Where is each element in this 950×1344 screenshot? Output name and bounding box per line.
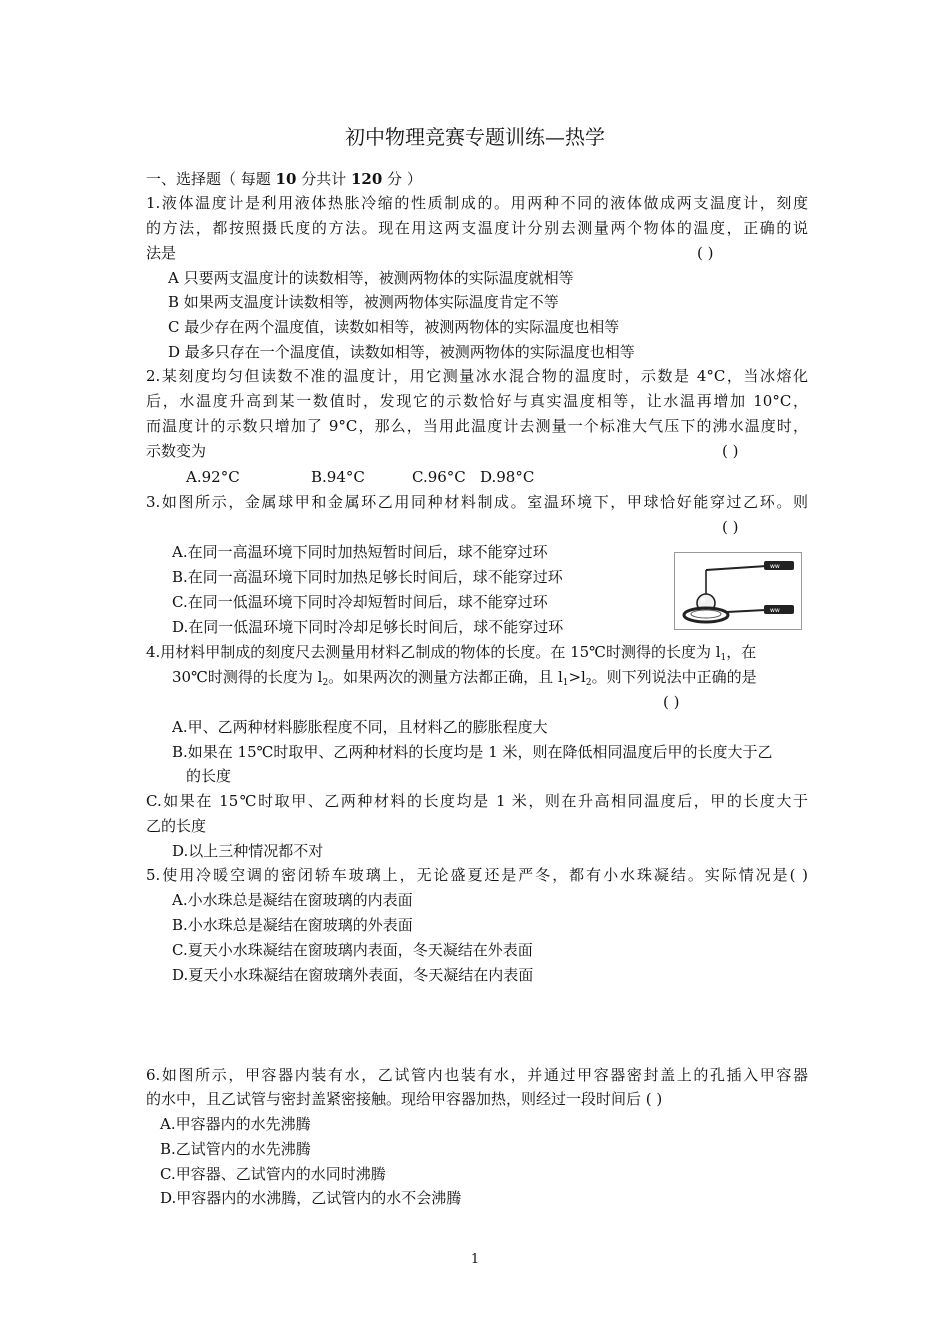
q4-line-2	[172, 668, 757, 686]
page-title: 初中物理竞赛专题训练—热学	[345, 125, 605, 149]
q4-answer-paren: ( )	[663, 693, 680, 711]
q1-line-2: 的方法，都按照摄氏度的方法。现在用这两支温度计分别去测量两个物体的温度，正确的说	[146, 219, 808, 237]
q6-line-2: 的水中，且乙试管与密封盖紧密接触。现给甲容器加热，则经过一段时间后 ( )	[146, 1090, 663, 1108]
ball-ring-figure	[674, 552, 802, 630]
q6-option-d: D.甲容器内的水沸腾，乙试管内的水不会沸腾	[160, 1189, 462, 1207]
q6-line-1: 6.如图所示，甲容器内装有水，乙试管内也装有水，并通过甲容器密封盖上的孔插入甲容器	[146, 1066, 808, 1084]
q4-line-1	[146, 643, 808, 661]
q6-option-c: C.甲容器、乙试管内的水同时沸腾	[160, 1165, 386, 1183]
q3-line-1: 3.如图所示，金属球甲和金属环乙用同种材料制成。室温环境下，甲球恰好能穿过乙环。则	[146, 493, 808, 511]
q4-line-1-text: 4.用材料甲制成的刻度尺去测量用材料乙制成的物体的长度。在 15℃时测得的长度为 l	[146, 643, 721, 661]
svg-text:ww: ww	[770, 563, 780, 570]
q4-option-b-line-2: 的长度	[186, 767, 232, 785]
q4-subscript-1: 1	[720, 653, 727, 663]
q4-option-a: A.甲、乙两种材料膨胀程度不同，且材料乙的膨胀程度大	[172, 718, 548, 736]
q6-option-b: B.乙试管内的水先沸腾	[160, 1140, 311, 1158]
q4-option-c-line-1: C.如果在 15℃时取甲、乙两种材料的长度均是 1 米，则在升高相同温度后，甲的长度大于	[146, 792, 808, 810]
q4-line-2-compare: >l	[568, 668, 586, 686]
q1-option-b: B 如果两支温度计读数相等，被测两物体实际温度肯定不等	[168, 293, 559, 311]
q1-option-a: A 只要两支温度计的读数相等，被测两物体的实际温度就相等	[168, 269, 574, 287]
q4-line-2-text: 30℃时测得的长度为 l	[172, 668, 323, 686]
q4-option-b-line-1: B.如果在 15℃时取甲、乙两种材料的长度均是 1 米，则在降低相同温度后甲的长度大于乙	[172, 743, 773, 761]
q1-option-c: C 最少存在两个温度值，读数如相等，被测两物体的实际温度也相等	[168, 318, 620, 336]
per-score: 10	[275, 170, 297, 188]
q1-answer-paren: ( )	[697, 244, 714, 262]
q4-subscript-3: 1	[562, 678, 569, 688]
q5-line-1: 5.使用冷暖空调的密闭轿车玻璃上，无论盛夏还是严冬，都有小水珠凝结。实际情况是( )	[146, 866, 808, 884]
section-prefix: 一、选择题（ 每题	[146, 170, 276, 188]
q3-answer-paren: ( )	[722, 518, 739, 536]
q4-line-2-mid: 。如果两次的测量方法都正确，且 l	[328, 668, 563, 686]
svg-text:ww: ww	[770, 607, 780, 614]
section-heading	[146, 170, 422, 188]
q5-option-d: D.夏天小水珠凝结在窗玻璃外表面，冬天凝结在内表面	[172, 966, 534, 984]
q5-option-c: C.夏天小水珠凝结在窗玻璃内表面，冬天凝结在外表面	[172, 941, 533, 959]
total-score: 120	[350, 170, 383, 188]
q6-option-a: A.甲容器内的水先沸腾	[160, 1115, 311, 1133]
q5-option-b: B.小水珠总是凝结在窗玻璃的外表面	[172, 916, 413, 934]
q2-line-3: 而温度计的示数只增加了 9°C，那么，当用此温度计去测量一个标准大气压下的沸水温度时，	[146, 417, 808, 435]
q2-option-a: A.92°C	[186, 468, 240, 486]
q3-option-b: B.在同一高温环境下同时加热足够长时间后，球不能穿过环	[172, 568, 563, 586]
q2-line-4: 示数变为	[146, 442, 207, 460]
section-suffix: 分 ）	[382, 170, 422, 188]
q2-answer-paren: ( )	[722, 442, 739, 460]
section-mid: 分共计	[296, 170, 351, 188]
q3-option-c: C.在同一低温环境下同时冷却短暂时间后，球不能穿过环	[172, 593, 548, 611]
q4-subscript-2: 2	[322, 678, 329, 688]
q1-option-d: D 最多只存在一个温度值，读数如相等，被测两物体的实际温度也相等	[168, 343, 635, 361]
q4-subscript-4: 2	[585, 678, 592, 688]
q4-line-1-tail: ，在	[726, 643, 757, 661]
q2-line-2: 后，水温度升高到某一数值时，发现它的示数恰好与真实温度相等，让水温再增加 10°C，	[146, 392, 808, 410]
q2-option-b: B.94°C	[311, 468, 365, 486]
q1-line-3: 法是	[146, 244, 177, 262]
q2-option-c: C.96°C	[412, 468, 466, 486]
q4-line-2-tail: 。则下列说法中正确的是	[591, 668, 757, 686]
q1-line-1: 1.液体温度计是利用液体热胀冷缩的性质制成的。用两种不同的液体做成两支温度计，刻度	[146, 194, 808, 212]
q3-option-a: A.在同一高温环境下同时加热短暂时间后，球不能穿过环	[172, 543, 548, 561]
q5-option-a: A.小水珠总是凝结在窗玻璃的内表面	[172, 891, 413, 909]
q3-option-d: D.在同一低温环境下同时冷却足够长时间后，球不能穿过环	[172, 618, 564, 636]
q2-option-d: D.98°C	[480, 468, 535, 486]
page-number: 1	[470, 1252, 480, 1267]
q2-line-1: 2.某刻度均匀但读数不准的温度计，用它测量冰水混合物的温度时，示数是 4°C，当冰熔化	[146, 367, 808, 385]
q4-option-c-line-2: 乙的长度	[146, 817, 207, 835]
q4-option-d: D.以上三种情况都不对	[172, 842, 324, 860]
